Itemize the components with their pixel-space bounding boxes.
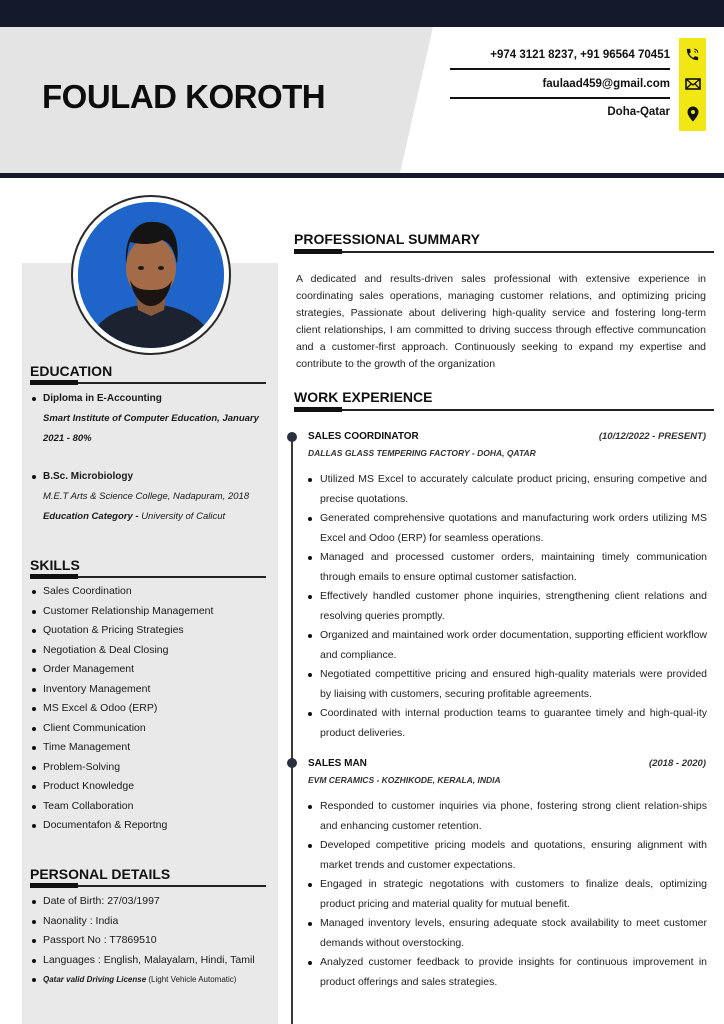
skill-item: Documentafon & Reportng: [30, 816, 270, 836]
degree-title: B.Sc. Microbiology: [30, 467, 262, 487]
experience-rule-accent: [294, 407, 342, 412]
job-bullets: [308, 797, 707, 992]
job-bullet: Responded to customer inquiries via phone, fostering strong client relation-ships and enhancing customer retention.: [308, 797, 707, 836]
category-label: Education Category -: [43, 511, 139, 522]
personal-details-heading: PERSONAL DETAILS: [30, 866, 171, 882]
job-bullet: Organized and maintained work order documentation, supporting efficient workflow and compliance.: [308, 626, 707, 665]
detail-item: Date of Birth: 27/03/1997: [30, 892, 270, 912]
skill-item: Product Knowledge: [30, 777, 270, 797]
timeline-dot: [287, 432, 297, 442]
detail-item: Languages : English, Malayalam, Hindi, Tamil: [30, 951, 270, 971]
job-bullet: Utilized MS Excel to accurately calculate product pricing, ensuring competive and precise quotations.: [308, 470, 707, 509]
skill-item: MS Excel & Odoo (ERP): [30, 699, 270, 719]
year-grade: 2021 - 80%: [43, 433, 92, 444]
education-rule-accent: [30, 380, 78, 385]
license-value: (Light Vehicle Automatic): [148, 975, 237, 984]
experience-timeline: [291, 433, 293, 1024]
job-bullet: Managed inventory levels, ensuring adequate stock availability to meet customer demands without overstocking.: [308, 914, 707, 953]
institution: M.E.T Arts & Science College, Nadapuram, 2018: [43, 491, 250, 502]
contact-location: Doha-Qatar: [607, 106, 670, 118]
detail-item-license: [30, 970, 270, 990]
education-item: [30, 389, 262, 449]
skill-item: Team Collaboration: [30, 797, 270, 817]
skill-item: Quotation & Pricing Strategies: [30, 621, 270, 641]
job-company: EVM CERAMICS - KOZHIKODE, KERALA, INDIA: [308, 775, 501, 785]
job-bullet: Analyzed customer feedback to provide insights for continuous improvement in product offerings and sales strategies.: [308, 953, 707, 992]
job-bullet: Developed competitive pricing models and quotations, ensuring alignment with market trends and customer expectations.: [308, 836, 707, 875]
summary-rule: [294, 251, 714, 253]
profile-photo: [71, 195, 231, 355]
license-label: Qatar valid Driving License: [43, 975, 147, 984]
institution: Smart Institute of Computer Education, January: [43, 413, 259, 424]
skills-heading: SKILLS: [30, 557, 80, 573]
personal-details-list: [30, 892, 270, 990]
skill-item: Sales Coordination: [30, 582, 270, 602]
detail-item: Naonality : India: [30, 912, 270, 932]
job-bullet: Managed and processed customer orders, maintaining timely communication through emails to ensure optimal customer satisfaction.: [308, 548, 707, 587]
header-divider: [0, 173, 724, 178]
job-bullet: Coordinated with internal production teams to guarantee timely and high-qual-ity product deliveries.: [308, 704, 707, 743]
summary-rule-accent: [294, 249, 342, 254]
contact-email[interactable]: faulaad459@gmail.com: [542, 78, 670, 90]
skills-rule-accent: [30, 574, 78, 579]
university: University of Calicut: [141, 511, 226, 522]
job-company: DALLAS GLASS TEMPERING FACTORY - DOHA, QATAR: [308, 448, 536, 458]
job-bullet: Negotiated compettitive pricing and ensured high-quality materials were provided by liaising with customers, securing profitable agreements.: [308, 665, 707, 704]
map-pin-icon: [679, 101, 706, 127]
job-dates: (2018 - 2020): [648, 758, 706, 769]
skill-item: Time Management: [30, 738, 270, 758]
summary-heading: PROFESSIONAL SUMMARY: [294, 231, 480, 247]
experience-heading: WORK EXPERIENCE: [294, 389, 433, 405]
job-bullet: Engaged in strategic negotations with customers to finalize deals, optimizing product pricing and material quality for mutual benefit.: [308, 875, 707, 914]
degree-title: Diploma in E-Accounting: [30, 389, 262, 409]
timeline-dot: [287, 758, 297, 768]
skills-list: [30, 582, 270, 836]
job-bullets: [308, 470, 707, 743]
skill-item: Inventory Management: [30, 680, 270, 700]
job-bullet: Generated comprehensive quotations and manufacturing work orders utilizing MS Excel and Odoo (ERP) for seamless operations.: [308, 509, 707, 548]
skill-item: Negotiation & Deal Closing: [30, 641, 270, 661]
experience-rule: [294, 409, 714, 411]
phone-icon: [679, 41, 706, 67]
job-role: SALES MAN: [308, 758, 367, 769]
education-heading: EDUCATION: [30, 363, 113, 379]
skill-item: Order Management: [30, 660, 270, 680]
candidate-name: FOULAD KOROTH: [42, 78, 326, 115]
detail-item: Passport No : T7869510: [30, 931, 270, 951]
skill-item: Customer Relationship Management: [30, 602, 270, 622]
education-item: [30, 467, 262, 527]
skill-item: Problem-Solving: [30, 758, 270, 778]
envelope-icon: [679, 71, 706, 97]
summary-text: A dedicated and results-driven sales professional with extensive experience in coordinating sales operations, managing customer relations, and optimizing pricing strategies, Passionate about delivering high-quality service and fostering long-term client relationships, I am committed to driving success through effective communcation and a customer-first approach. Continuously seeking to expand my expertise and contribute to the growth of the organization: [296, 273, 706, 370]
skill-item: Client Communication: [30, 719, 270, 739]
top-bar: [0, 0, 724, 27]
personal-rule-accent: [30, 883, 78, 888]
contact-divider: [450, 68, 670, 70]
job-bullet: Effectively handled customer phone inquiries, strengthening client relations and resolving queries promptly.: [308, 587, 707, 626]
job-role: SALES COORDINATOR: [308, 431, 419, 442]
contact-icon-strip: [679, 38, 706, 131]
portrait-image: [78, 202, 224, 348]
contact-phone[interactable]: +974 3121 8237, +91 96564 70451: [490, 49, 670, 61]
job-dates: (10/12/2022 - PRESENT): [598, 431, 706, 442]
